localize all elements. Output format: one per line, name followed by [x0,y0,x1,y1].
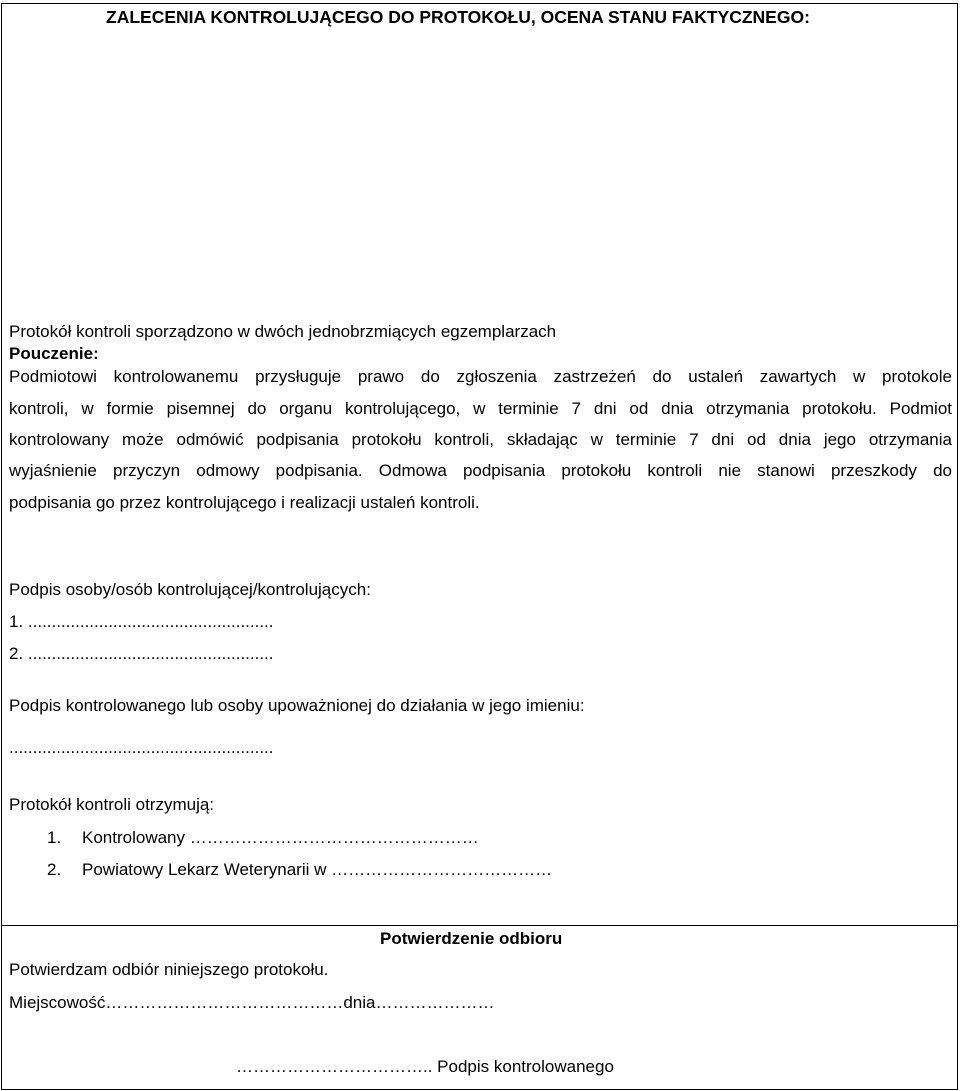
form-heading: ZALECENIA KONTROLUJĄCEGO DO PROTOKOŁU, OCENA STANU FAKTYCZNEGO: [106,7,810,27]
receipt-title: Potwierdzenie odbioru [380,929,563,948]
place-date-line: Miejscowość……………………………………dnia………………… [9,993,495,1012]
form-border [1,3,958,1090]
list-item-number: 1. [47,828,62,847]
instruction-line: kontroli, w formie pisemnej do organu kontrolującego, w terminie 7 dni od dnia otrzymania protokołu. Podmiot [9,399,952,418]
copies-note: Protokół kontroli sporządzono w dwóch jednobrzmiących egzemplarzach [9,322,557,341]
instruction-line: kontrolowany może odmówić podpisania protokołu kontroli, składając w terminie 7 dni od dnia jego otrzymania [9,430,952,449]
recipients-label: Protokół kontroli otrzymują: [9,795,215,814]
instruction-line: Podmiotowi kontrolowanemu przysługuje prawo do zgłoszenia zastrzeżeń do ustaleń zawartych w protokole [9,367,952,386]
instruction-label: Pouczenie: [9,344,99,363]
inspector-signature-label: Podpis osoby/osób kontrolującej/kontrolujących: [9,580,371,599]
list-item-text: Kontrolowany …………………………………………… [82,828,479,847]
inspected-signature-label: Podpis kontrolowanego lub osoby upoważnionej do działania w jego imieniu: [9,696,585,715]
section-divider [1,925,958,926]
instruction-line: wyjaśnienie przyczyn odmowy podpisania. Odmowa podpisania protokołu kontroli nie stanowi przeszkody do [9,461,952,480]
inspector-signature-line-1: 1. .................................................... [9,612,274,631]
receipt-statement: Potwierdzam odbiór niniejszego protokołu. [9,960,329,979]
inspector-signature-line-2: 2. .................................................... [9,644,274,663]
list-item-text: Powiatowy Lekarz Weterynarii w ………………………………… [82,860,553,879]
inspected-signature-line: ........................................................ [9,738,274,757]
instruction-line: podpisania go przez kontrolującego i realizacji ustaleń kontroli. [9,493,480,512]
list-item-number: 2. [47,860,62,879]
receipt-signature-line: …………………………….. Podpis kontrolowanego [236,1057,614,1076]
